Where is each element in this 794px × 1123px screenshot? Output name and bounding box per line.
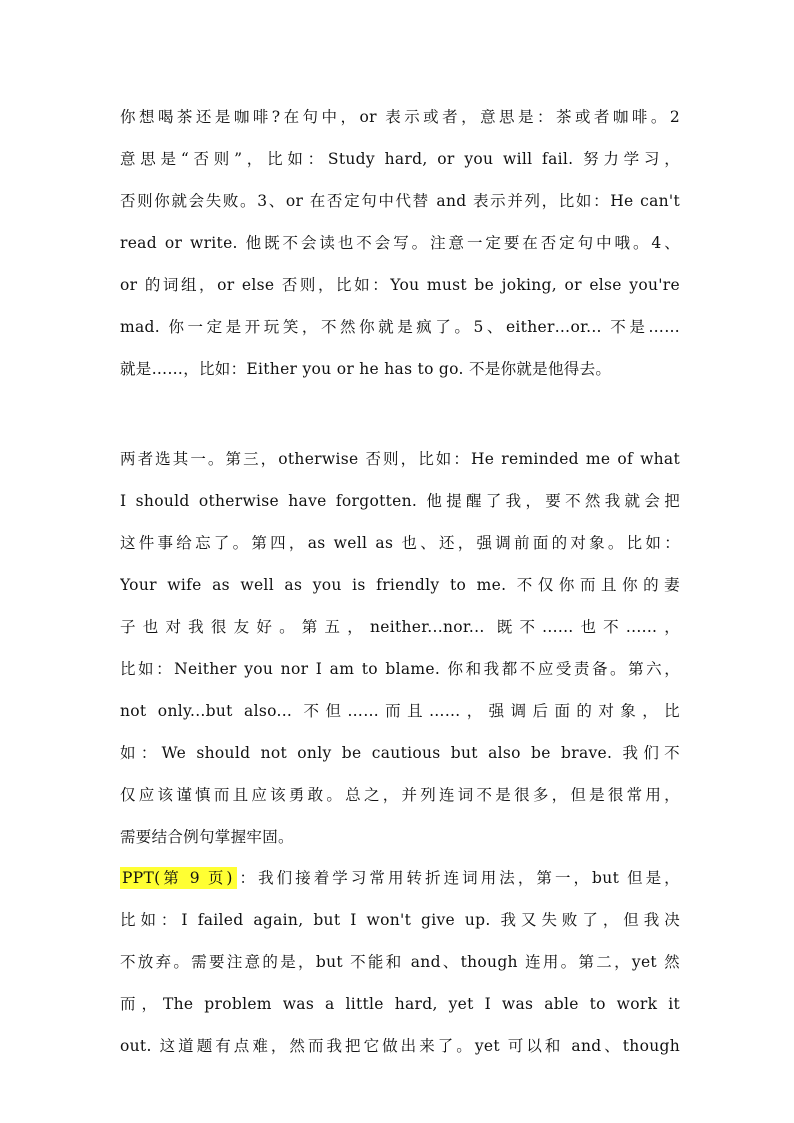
text-line: 子也对我很友好。第五，neither...nor... 既不......也不......，	[120, 618, 680, 636]
ppt-page-highlight: PPT(第 9 页)	[120, 867, 237, 889]
text-line: I should otherwise have forgotten. 他提醒了我，要不然我就会把	[120, 492, 680, 510]
text-line: 需要结合例句掌握牢固。	[120, 828, 294, 846]
text-line	[120, 857, 680, 899]
text-line: or 的词组，or else 否则，比如：You must be joking, or else you're	[120, 276, 680, 294]
text-line: mad. 你一定是开玩笑，不然你就是疯了。5、either…or... 不是……	[120, 318, 680, 336]
text-line: 意思是“否则”，比如：Study hard, or you will fail. 努力学习，	[120, 150, 680, 168]
text-line: Your wife as well as you is friendly to me. 不仅你而且你的妻	[120, 576, 680, 594]
text-line-rest: ：我们接着学习常用转折连词用法，第一，but 但是，	[236, 869, 680, 887]
text-line: out. 这道题有点难，然而我把它做出来了。yet 可以和 and、though	[120, 1037, 680, 1055]
text-line: not only...but also... 不但……而且……，强调后面的对象，比	[120, 702, 680, 720]
text-line: 两者选其一。第三，otherwise 否则，比如：He reminded me of what	[120, 450, 680, 468]
text-line: 比如：Neither you nor I am to blame. 你和我都不应受责备。第六，	[120, 660, 680, 678]
text-line: 不放弃。需要注意的是，but 不能和 and、though 连用。第二，yet 然	[120, 953, 680, 971]
text-line: 你想喝茶还是咖啡?在句中，or 表示或者，意思是：茶或者咖啡。2	[120, 108, 680, 126]
paragraph-or-usage	[120, 96, 680, 390]
text-line: 否则你就会失败。3、or 在否定句中代替 and 表示并列，比如：He can't	[120, 192, 680, 210]
text-line: 这件事给忘了。第四，as well as 也、还，强调前面的对象。比如：	[120, 534, 680, 552]
text-line: 比如：I failed again, but I won't give up. 我又失败了，但我决	[120, 911, 680, 929]
paragraph-coordinating-conjunctions	[120, 438, 680, 858]
text-line: 如：We should not only be cautious but also be brave. 我们不	[120, 744, 680, 762]
text-line: 仅应该谨慎而且应该勇敢。总之，并列连词不是很多，但是很常用，	[120, 786, 680, 804]
paragraph-adversative-conjunctions	[120, 857, 680, 1067]
text-line: 而，The problem was a little hard, yet I was able to work it	[120, 995, 680, 1013]
text-line: read or write. 他既不会读也不会写。注意一定要在否定句中哦。4、	[120, 234, 680, 252]
text-line: 就是……，比如：Either you or he has to go. 不是你就是他得去。	[120, 360, 612, 378]
